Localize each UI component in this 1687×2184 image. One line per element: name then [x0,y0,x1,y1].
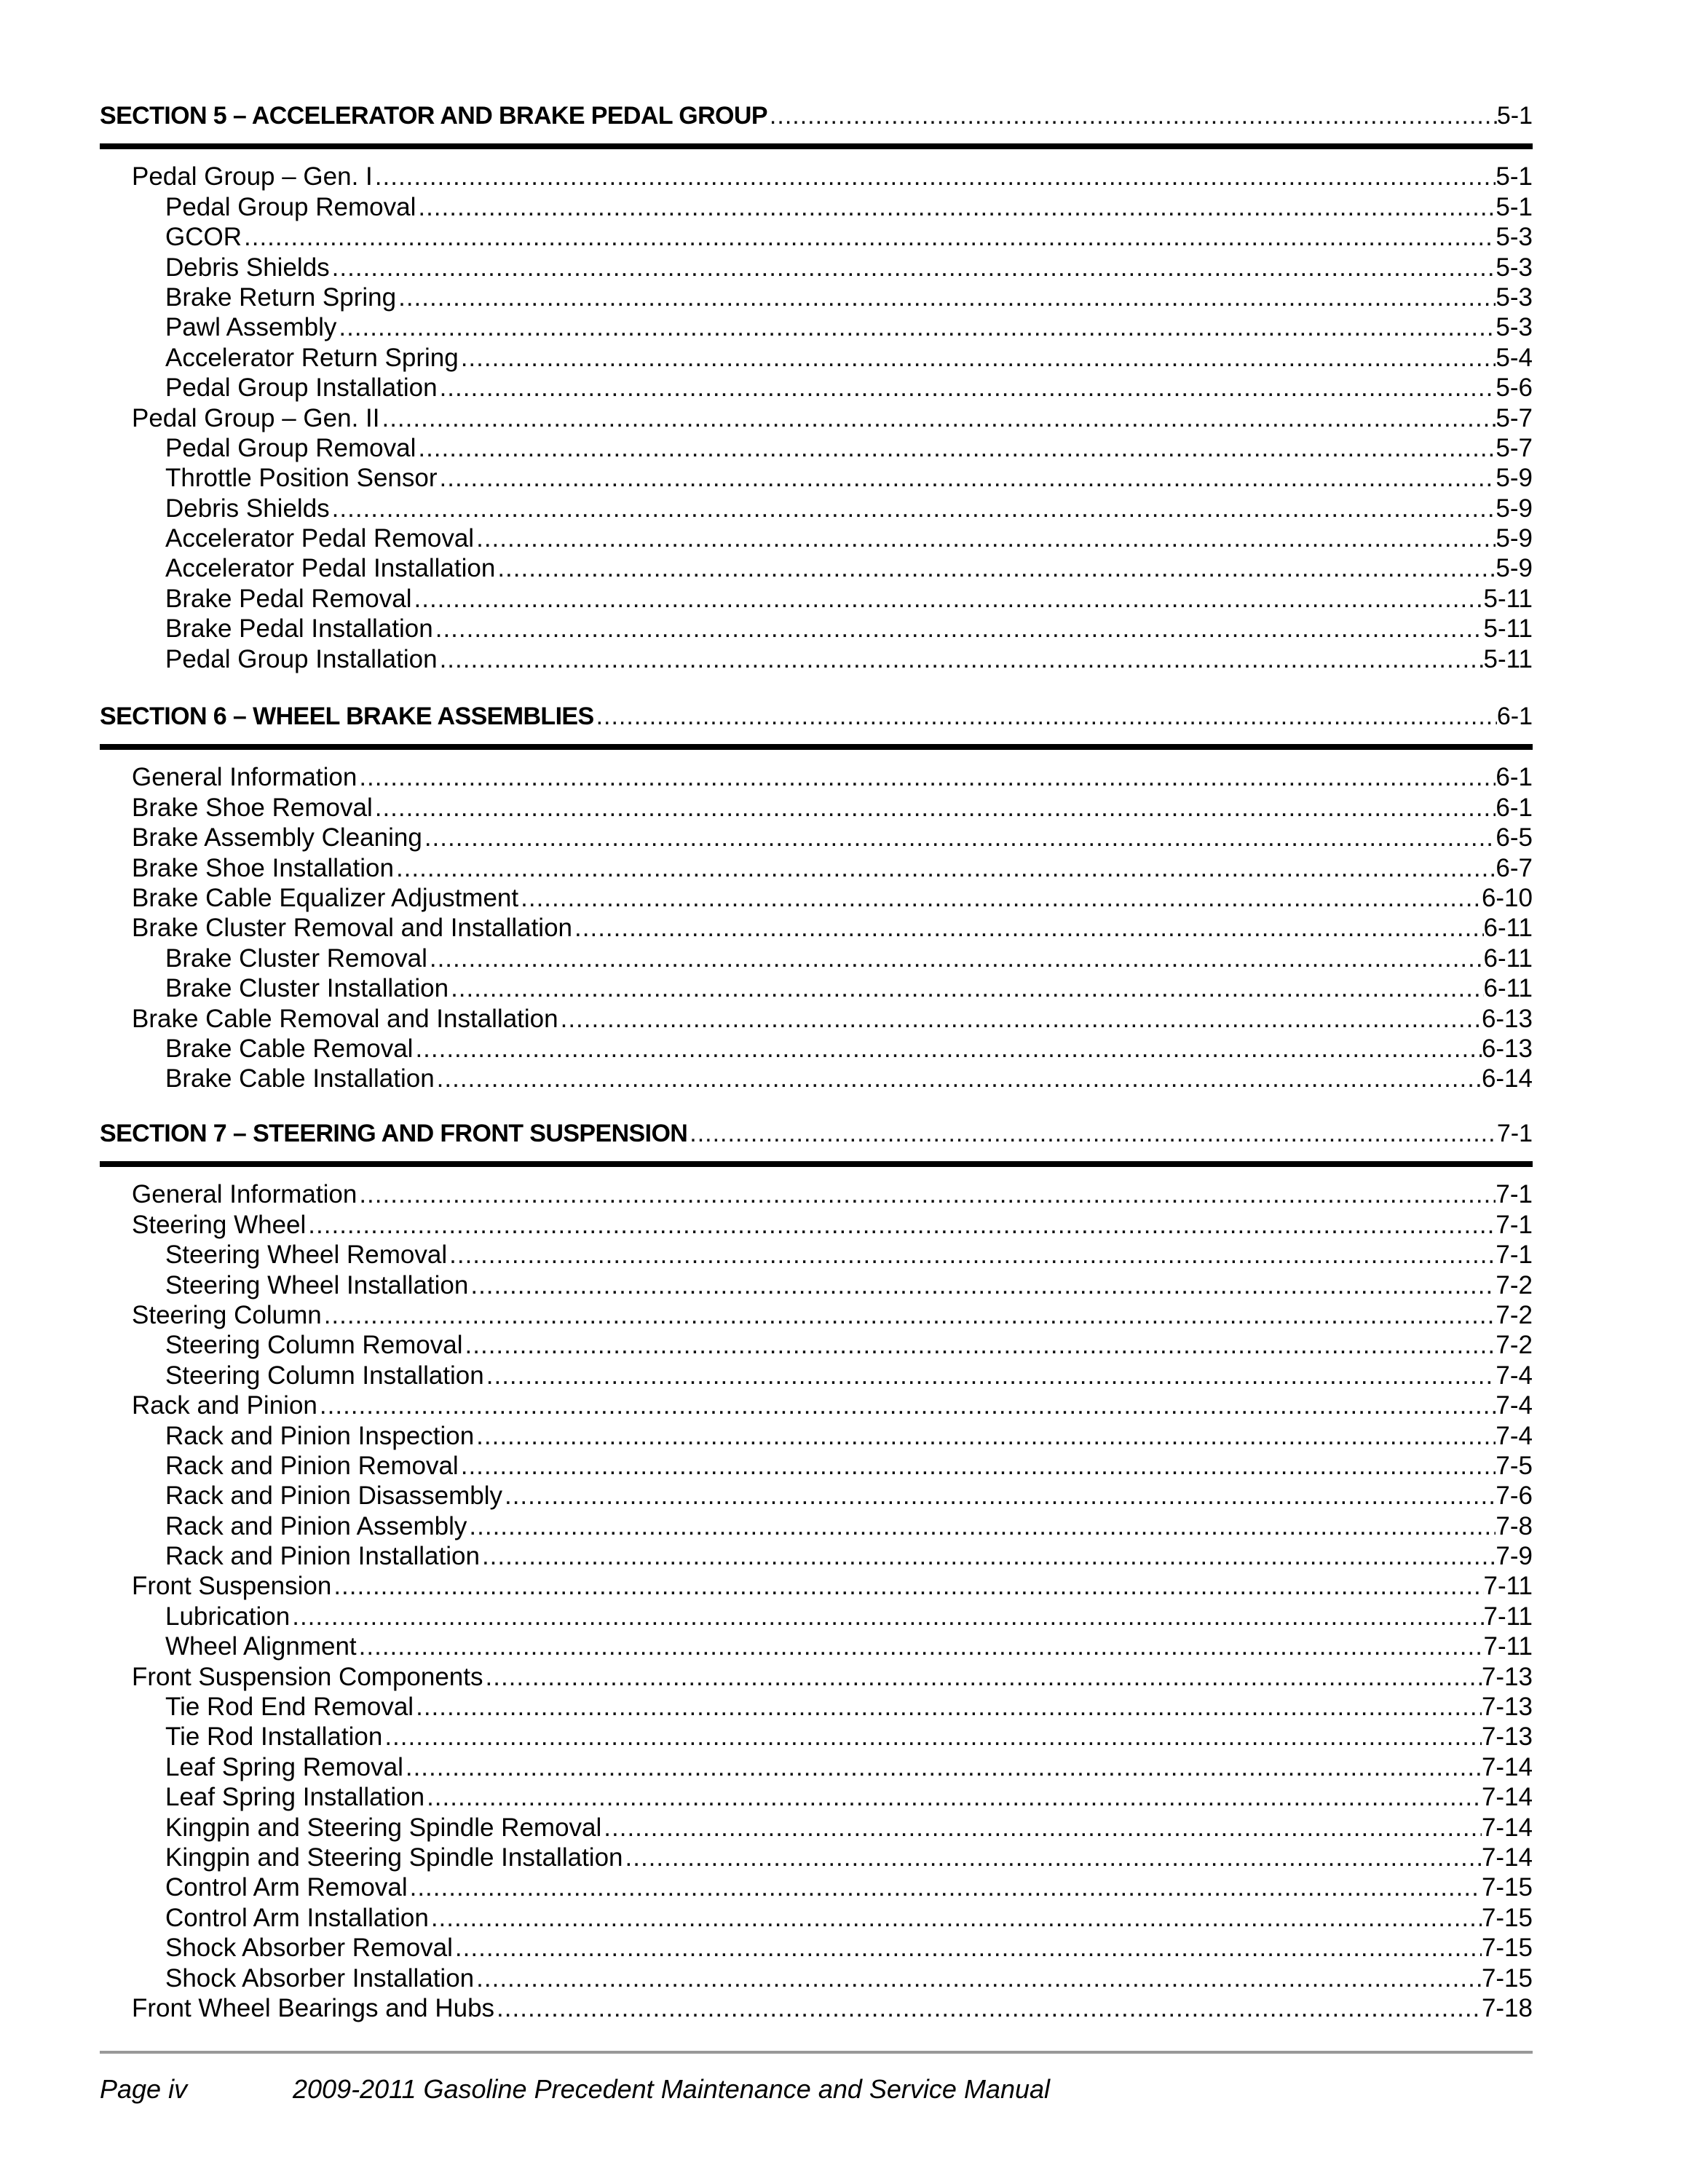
toc-entry-label: Throttle Position Sensor [165,464,438,493]
toc-entry-label: Rack and Pinion Disassembly [165,1481,502,1511]
toc-entry-page: 6-13 [1481,1004,1533,1033]
toc-entry-page: 7-4 [1496,1421,1533,1450]
dot-leader [382,1722,1482,1752]
page-footer [100,2073,1051,2105]
toc-entry-label: Control Arm Installation [165,1903,429,1932]
toc-entry-page: 5-3 [1496,223,1533,252]
toc-entry[interactable] [100,1361,1533,1390]
toc-entry-page: 5-9 [1496,554,1533,583]
footer-manual-title: 2009-2011 Gasoline Precedent Maintenance and Service Manual [293,2074,1051,2104]
toc-entry-page: 7-9 [1496,1542,1533,1571]
toc-entry-page: 6-10 [1481,883,1533,912]
toc-entry-page: 7-11 [1483,1572,1533,1601]
dot-leader [373,162,1496,191]
toc-entry[interactable] [100,403,1533,433]
toc-entry-label: Front Wheel Bearings and Hubs [132,1993,495,2022]
dot-leader [463,1330,1496,1360]
toc-entry-label: Steering Wheel Installation [165,1270,469,1299]
toc-entry[interactable] [100,1004,1533,1034]
toc-entry-page: 7-15 [1481,1903,1533,1932]
toc-entry-page: 5-7 [1496,433,1533,462]
toc-entry-label: Wheel Alignment [165,1632,357,1661]
dot-leader [480,1541,1496,1571]
toc-entry-page: 7-14 [1481,1813,1533,1842]
dot-leader [484,1361,1496,1390]
toc-entry-page: 5-9 [1496,494,1533,523]
dot-leader [331,1571,1483,1601]
dot-leader [767,101,1497,131]
toc-entry-page: 5-7 [1496,403,1533,432]
dot-leader [502,1481,1496,1511]
toc-entry-label: Debris Shields [165,253,330,282]
dot-leader [322,1300,1496,1330]
dot-leader [379,403,1496,433]
toc-entry-page: 5-4 [1496,343,1533,372]
toc-entry-label: Steering Column Removal [165,1331,463,1360]
toc-entry[interactable] [100,1210,1533,1240]
toc-entry-label: Shock Absorber Removal [165,1934,453,1963]
toc-entry[interactable] [100,793,1533,823]
toc-section [100,101,1533,674]
dot-leader [373,793,1496,823]
toc-entry[interactable] [100,553,1533,583]
toc-entry-label: Brake Shoe Removal [132,793,373,822]
dot-leader [594,702,1497,732]
dot-leader [518,883,1482,913]
toc-entry[interactable] [100,1993,1533,2023]
toc-entry[interactable] [100,1481,1533,1511]
toc-entry-label: Lubrication [165,1602,291,1631]
dot-leader [408,1872,1482,1902]
toc-entry-page: 6-14 [1481,1064,1533,1093]
dot-leader [438,644,1484,674]
toc-entry-label: Pawl Assembly [165,313,337,342]
toc-entry-page: 6-7 [1496,853,1533,882]
dot-leader [427,943,1484,973]
dot-leader [495,553,1496,583]
dot-leader [424,1782,1482,1812]
toc-entry-label: Front Suspension [132,1572,332,1601]
toc-entry-page: 5-1 [1496,102,1533,130]
toc-entry-label: SECTION 5 – ACCELERATOR AND BRAKE PEDAL GROUP [100,102,767,130]
toc-entry[interactable] [100,1933,1533,1963]
dot-leader [330,253,1496,282]
toc-entry-page: 5-11 [1483,614,1533,644]
toc-entry[interactable] [100,1903,1533,1933]
toc-entry[interactable] [100,312,1533,342]
toc-entry-label: Brake Cable Removal and Installation [132,1004,558,1033]
toc-entry-label: Pedal Group Installation [165,373,438,403]
dot-leader [330,494,1496,523]
dot-leader [413,1034,1482,1064]
toc-entry[interactable] [100,1300,1533,1330]
toc-entry-label: GCOR [165,223,242,252]
dot-leader [474,1963,1482,1993]
toc-entry-label: Brake Cable Equalizer Adjustment [132,883,519,912]
section-divider [100,143,1533,149]
toc-entry[interactable] [100,1179,1533,1209]
toc-entry-label: Rack and Pinion [132,1391,317,1420]
toc-entry-label: Accelerator Pedal Installation [165,554,496,583]
dot-leader [687,1119,1497,1149]
toc-entry[interactable] [100,614,1533,644]
dot-leader [468,1270,1496,1300]
toc-entry-page: 6-1 [1496,703,1533,730]
toc-entry-page: 7-11 [1483,1602,1533,1631]
toc-entry-label: Tie Rod End Removal [165,1693,414,1722]
dot-leader [416,433,1496,463]
toc-entry-page: 5-11 [1483,584,1533,613]
toc-entry-page: 6-1 [1496,763,1533,792]
toc-entry[interactable] [100,1631,1533,1661]
toc-entry-label: General Information [132,763,357,792]
toc-entry-page: 7-14 [1481,1783,1533,1812]
dot-leader [474,523,1496,553]
toc-entry[interactable] [100,222,1533,252]
toc-entry[interactable] [100,883,1533,913]
toc-entry-page: 5-1 [1496,162,1533,191]
dot-leader [483,1662,1482,1692]
toc-entry-label: Control Arm Removal [165,1873,408,1902]
toc-entry-label: Brake Shoe Installation [132,853,394,882]
toc-entry-page: 7-1 [1496,1210,1533,1239]
toc-entry-page: 7-1 [1496,1120,1533,1147]
dot-leader [433,614,1484,644]
toc-entry[interactable] [100,1813,1533,1843]
toc-entry-page: 6-11 [1483,943,1533,973]
toc-entry-page: 5-3 [1496,282,1533,312]
dot-leader [474,1421,1496,1451]
toc-entry-page: 6-11 [1483,974,1533,1003]
toc-entry-page: 7-13 [1481,1693,1533,1722]
toc-entry[interactable] [100,584,1533,614]
toc-entry-label: Kingpin and Steering Spindle Removal [165,1813,602,1842]
toc-entry-label: Brake Pedal Removal [165,584,412,613]
toc-entry-label: Steering Wheel Removal [165,1241,448,1270]
toc-entry-page: 7-4 [1496,1361,1533,1390]
toc-entry-label: Steering Column Installation [165,1361,484,1390]
toc-entry-page: 7-6 [1496,1481,1533,1511]
toc-entry-page: 5-11 [1483,644,1533,673]
toc-entry-page: 7-2 [1496,1270,1533,1299]
toc-entry-page: 6-5 [1496,823,1533,852]
toc-entry[interactable] [100,343,1533,373]
toc-entry-page: 6-13 [1481,1034,1533,1063]
toc-entry[interactable] [100,1843,1533,1872]
toc-entry-label: Brake Return Spring [165,282,397,312]
toc-entry-label: SECTION 7 – STEERING AND FRONT SUSPENSION [100,1120,688,1147]
toc-entry[interactable] [100,373,1533,403]
toc-entry[interactable] [100,1602,1533,1631]
toc-entry-label: Brake Cluster Removal [165,943,427,973]
toc-entry-page: 7-13 [1481,1662,1533,1691]
toc-entry-label: Rack and Pinion Inspection [165,1421,475,1450]
toc-entry[interactable] [100,1571,1533,1601]
toc-entry-label: Leaf Spring Installation [165,1783,425,1812]
toc-entry[interactable] [100,1782,1533,1812]
toc-entry-page: 7-1 [1496,1241,1533,1270]
toc-entry[interactable] [100,1421,1533,1451]
dot-leader [494,1993,1482,2023]
toc-entry[interactable] [100,1240,1533,1270]
toc-entry-label: Rack and Pinion Removal [165,1451,459,1480]
toc-entry[interactable] [100,253,1533,282]
toc-entry[interactable] [100,644,1533,674]
section-divider [100,744,1533,750]
toc-entry-page: 7-15 [1481,1934,1533,1963]
toc-entry[interactable] [100,1541,1533,1571]
toc-entry[interactable] [100,1390,1533,1420]
dot-leader [449,973,1483,1003]
toc-entry-label: Brake Pedal Installation [165,614,433,644]
toc-entry[interactable] [100,463,1533,493]
toc-entry-page: 5-9 [1496,524,1533,553]
dot-leader [453,1933,1482,1963]
dot-leader [357,1631,1484,1661]
toc-entry[interactable] [100,162,1533,191]
dot-leader [467,1511,1496,1541]
toc-entry[interactable] [100,973,1533,1003]
toc-entry-label: Steering Column [132,1300,322,1329]
dot-leader [290,1602,1483,1631]
toc-entry-label: Brake Cable Installation [165,1064,435,1093]
toc-entry-label: Pedal Group – Gen. I [132,162,373,191]
toc-entry-label: Brake Assembly Cleaning [132,823,422,852]
toc-entry-page: 7-14 [1481,1752,1533,1781]
dot-leader [429,1903,1482,1933]
toc-entry[interactable] [100,1034,1533,1064]
toc-entry-label: Kingpin and Steering Spindle Installation [165,1843,623,1872]
dot-leader [414,1692,1482,1722]
toc-entry-page: 7-2 [1496,1331,1533,1360]
dot-leader [357,762,1496,792]
toc-entry-page: 6-1 [1496,793,1533,822]
toc-entry[interactable] [100,762,1533,792]
toc-entry-page: 7-13 [1481,1722,1533,1752]
toc-entry[interactable] [100,913,1533,943]
toc-entry[interactable] [100,1662,1533,1692]
toc-entry-label: Pedal Group Removal [165,192,416,221]
dot-leader [357,1179,1496,1209]
toc-entry-label: SECTION 6 – WHEEL BRAKE ASSEMBLIES [100,703,594,730]
dot-leader [422,823,1496,852]
section-divider [100,1161,1533,1167]
toc-entry-label: Front Suspension Components [132,1662,483,1691]
toc-entry-page: 6-11 [1483,914,1533,943]
toc-entry-label: Debris Shields [165,494,330,523]
toc-entry[interactable] [100,1752,1533,1782]
toc-entry-label: Pedal Group – Gen. II [132,403,380,432]
dot-leader [438,463,1496,493]
toc-entry-label: Brake Cable Removal [165,1034,414,1063]
toc-entry-page: 5-9 [1496,464,1533,493]
toc-entry[interactable] [100,943,1533,973]
toc-entry[interactable] [100,282,1533,312]
toc-entry-label: Tie Rod Installation [165,1722,383,1752]
section-heading[interactable] [100,101,1533,131]
toc-entry-page: 7-14 [1481,1843,1533,1872]
dot-leader [558,1004,1482,1034]
toc-entry-label: Leaf Spring Removal [165,1752,403,1781]
toc-entry-page: 7-15 [1481,1873,1533,1902]
toc-section [100,702,1533,1094]
toc-entry-page: 5-3 [1496,253,1533,282]
toc-entry-label: Brake Cluster Installation [165,974,449,1003]
toc-entry[interactable] [100,494,1533,523]
toc-entry-page: 7-4 [1496,1391,1533,1420]
toc-entry-label: Rack and Pinion Assembly [165,1511,467,1540]
toc-entry-label: General Information [132,1180,357,1209]
dot-leader [412,584,1484,614]
toc-entry[interactable] [100,523,1533,553]
toc-entry[interactable] [100,1722,1533,1752]
section-heading[interactable] [100,1119,1533,1149]
dot-leader [435,1064,1482,1093]
dot-leader [601,1813,1482,1843]
toc-entry[interactable] [100,1872,1533,1902]
dot-leader [459,343,1496,373]
dot-leader [572,913,1484,943]
dot-leader [394,853,1496,883]
toc-entry[interactable] [100,433,1533,463]
dot-leader [403,1752,1482,1782]
toc-entry-label: Brake Cluster Removal and Installation [132,914,573,943]
dot-leader [459,1451,1496,1481]
section-heading[interactable] [100,702,1533,732]
toc-entry-label: Steering Wheel [132,1210,307,1239]
toc-entry-page: 7-8 [1496,1511,1533,1540]
toc-entry-label: Accelerator Return Spring [165,343,459,372]
toc-entry-page: 5-6 [1496,373,1533,403]
toc-entry-page: 5-3 [1496,313,1533,342]
toc-entry[interactable] [100,1692,1533,1722]
toc-entry-label: Accelerator Pedal Removal [165,524,475,553]
toc-entry[interactable] [100,823,1533,852]
toc-entry-label: Pedal Group Installation [165,644,438,673]
toc-entry-page: 7-15 [1481,1963,1533,1993]
toc-entry[interactable] [100,1451,1533,1481]
toc-entry-page: 7-5 [1496,1451,1533,1480]
dot-leader [306,1210,1496,1240]
dot-leader [317,1390,1496,1420]
dot-leader [336,312,1496,342]
dot-leader [416,192,1496,222]
toc-entry-page: 7-11 [1483,1632,1533,1661]
dot-leader [438,373,1496,403]
dot-leader [242,222,1496,252]
footer-divider [100,2051,1533,2054]
toc-entry[interactable] [100,853,1533,883]
dot-leader [396,282,1496,312]
toc-entry-page: 7-1 [1496,1180,1533,1209]
toc-section [100,1119,1533,2023]
toc-entry[interactable] [100,192,1533,222]
toc-entry-label: Rack and Pinion Installation [165,1542,480,1571]
toc-entry[interactable] [100,1963,1533,1993]
toc-entry-label: Pedal Group Removal [165,433,416,462]
toc-entry[interactable] [100,1270,1533,1300]
toc-entry-page: 5-1 [1496,192,1533,221]
dot-leader [447,1240,1496,1270]
dot-leader [623,1843,1482,1872]
toc-entry[interactable] [100,1330,1533,1360]
toc-entry-page: 7-2 [1496,1300,1533,1329]
toc-entry[interactable] [100,1511,1533,1541]
toc-entry[interactable] [100,1064,1533,1093]
toc-entry-label: Shock Absorber Installation [165,1963,475,1993]
toc-entry-page: 7-18 [1481,1993,1533,2022]
footer-page-number: Page iv [100,2074,188,2104]
